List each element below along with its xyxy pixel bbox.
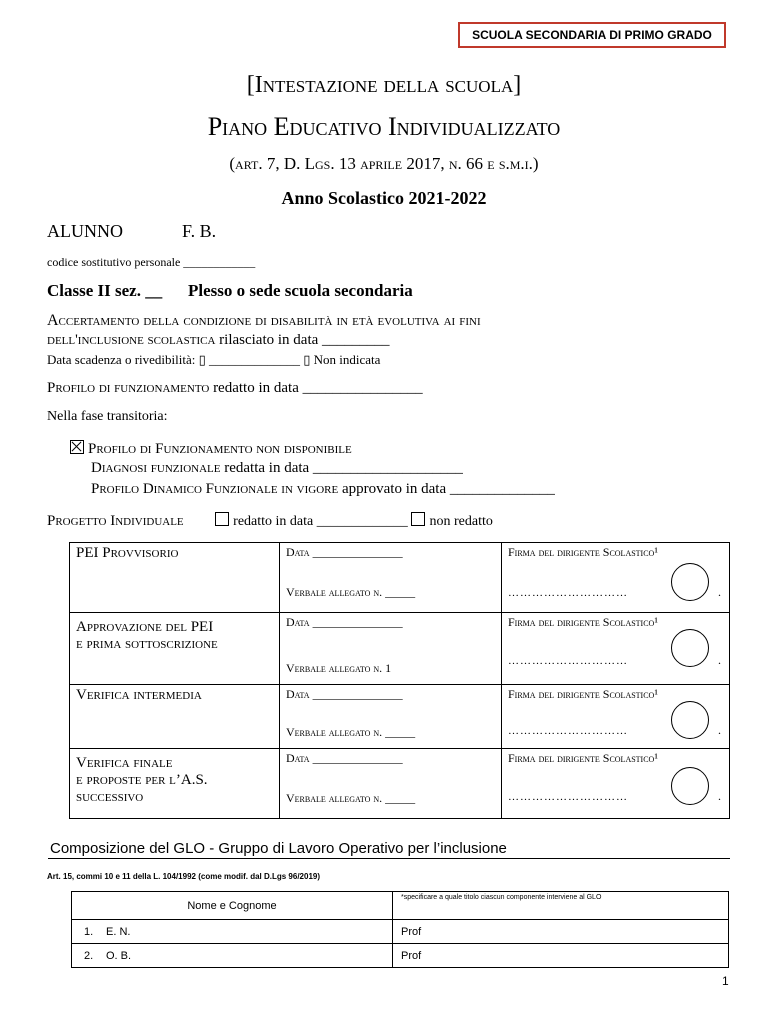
student-name: F. B. [182,221,217,241]
glo-member-number: 2. [84,949,94,962]
glo-member-name [72,920,393,944]
pei-date: Data _______________ [286,751,403,765]
pei-row [70,749,730,819]
functioning-profile-label: Profilo di funzionamento [47,380,210,396]
glo-member-number: 1. [84,925,94,938]
checked-checkbox[interactable] [70,440,84,454]
pei-signature-label: Firma del dirigente Scolastico¹ [508,545,658,559]
expiry-date-line: Data scadenza o rivedibilità: ▯ ______________ ▯ Non indicata [47,352,381,367]
pei-signature-dots: ………………………… [508,725,628,737]
pei-phase-line: e proposte per l’A.S. [76,772,208,788]
pei-dot-end: . [718,653,721,667]
pei-phase-line: Approvazione del PEI [76,619,214,635]
stamp-circle [671,767,709,805]
pei-dot-end: . [718,789,721,803]
glo-member-name [72,944,393,968]
pei-date: Data _______________ [286,545,403,559]
pei-phase-cell [70,749,280,819]
functioning-profile-date: redatto in data ________________ [209,380,423,396]
stamp-circle [671,563,709,601]
pei-signature-dots: ………………………… [508,655,628,667]
glo-member-role[interactable]: Prof [393,944,729,968]
pei-date-cell [280,613,502,685]
pei-date-cell [280,543,502,613]
pei-signature-cell [502,685,730,749]
transition-item-2-date: redatta in data ____________________ [220,460,463,476]
pei-dot-end: . [718,585,721,599]
transition-item-2 [91,460,463,477]
assessment-line-2 [47,332,390,349]
glo-member-role[interactable]: Prof [393,920,729,944]
student-label: ALUNNO [47,221,123,241]
school-header: [Intestazione della scuola] [246,72,522,98]
pei-phase-line: e prima sottoscrizione [76,636,218,652]
transition-item-3-date: approvato in data ______________ [338,481,555,497]
project-drafted-label: redatto in data _____________ [233,514,408,529]
document-title: Piano Educativo Individualizzato [207,112,561,141]
stamp-circle [671,629,709,667]
transition-item-3-label: Profilo Dinamico Funzionale in vigore [91,481,339,497]
glo-section-title: Composizione del GLO - Gruppo di Lavoro Operativo per l’inclusione [50,840,507,857]
transition-item-2-label: Diagnosi funzionale [91,460,221,476]
pei-verbale: Verbale allegato n. 1 [286,661,392,675]
stamp-circle [671,701,709,739]
personal-code-line: codice sostitutivo personale ____________ [47,255,256,269]
pei-phase-cell [70,685,280,749]
pei-phase-cell [70,543,280,613]
class-line: Classe II sez. __ [47,281,163,300]
assessment-inclusion-text: dell'inclusione scolastica [47,332,216,348]
transition-label: Nella fase transitoria: [47,409,168,424]
glo-title-rule [48,858,730,859]
pei-phase-cell [70,613,280,685]
pei-signature-cell [502,749,730,819]
plesso-line: Plesso o sede scuola secondaria [188,281,413,300]
pei-phase-line: successivo [76,789,144,805]
pei-row [70,543,730,613]
functioning-profile-line [47,380,423,397]
pei-date: Data _______________ [286,687,403,701]
individual-project-label: Progetto Individuale [47,513,184,529]
assessment-release-date: rilasciato in data _________ [215,332,390,348]
glo-col-name: Nome e Cognome [72,892,393,920]
pei-signature-cell [502,543,730,613]
project-not-drafted-label: non redatto [429,514,493,529]
transition-item-1-label: Profilo di Funzionamento non disponibile [88,441,352,457]
pei-verbale: Verbale allegato n. _____ [286,585,416,599]
pei-signature-dots: ………………………… [508,587,628,599]
pei-phase-line: PEI Provvisorio [76,545,179,561]
glo-table [71,891,729,968]
school-year: Anno Scolastico 2021-2022 [281,188,487,208]
table-row [72,944,729,968]
pei-signature-cell [502,613,730,685]
transition-item-3 [91,481,555,498]
school-level-box: SCUOLA SECONDARIA DI PRIMO GRADO [458,22,726,48]
pei-row [70,613,730,685]
glo-member-name-text: E. N. [106,925,131,938]
project-not-drafted-checkbox[interactable] [411,512,425,526]
individual-project-line [47,512,493,530]
glo-col-role: *specificare a quale titolo ciascun componente interviene al GLO [393,892,729,920]
pei-row [70,685,730,749]
pei-dot-end: . [718,723,721,737]
pei-date-cell [280,749,502,819]
pei-signature-label: Firma del dirigente Scolastico¹ [508,687,658,701]
pei-date-cell [280,685,502,749]
glo-law-reference: Art. 15, commi 10 e 11 della L. 104/1992 (come modif. dal D.Lgs 96/2019) [47,872,321,881]
law-reference: (art. 7, D. Lgs. 13 aprile 2017, n. 66 e s.m.i.) [229,154,539,173]
pei-signature-dots: ………………………… [508,791,628,803]
pei-signature-label: Firma del dirigente Scolastico¹ [508,751,658,765]
pei-signature-label: Firma del dirigente Scolastico¹ [508,615,658,629]
assessment-line-1: Accertamento della condizione di disabilità in età evolutiva ai fini [47,312,481,329]
project-drafted-checkbox[interactable] [215,512,229,526]
glo-member-name-text: O. B. [106,949,132,962]
transition-item-1 [70,440,352,458]
pei-verbale: Verbale allegato n. _____ [286,725,416,739]
page-number: 1 [722,974,729,988]
pei-date: Data _______________ [286,615,403,629]
pei-table [69,542,730,819]
glo-header-row [72,892,729,920]
pei-verbale: Verbale allegato n. _____ [286,791,416,805]
pei-phase-line: Verifica finale [76,755,173,771]
pei-phase-line: Verifica intermedia [76,687,202,703]
table-row [72,920,729,944]
